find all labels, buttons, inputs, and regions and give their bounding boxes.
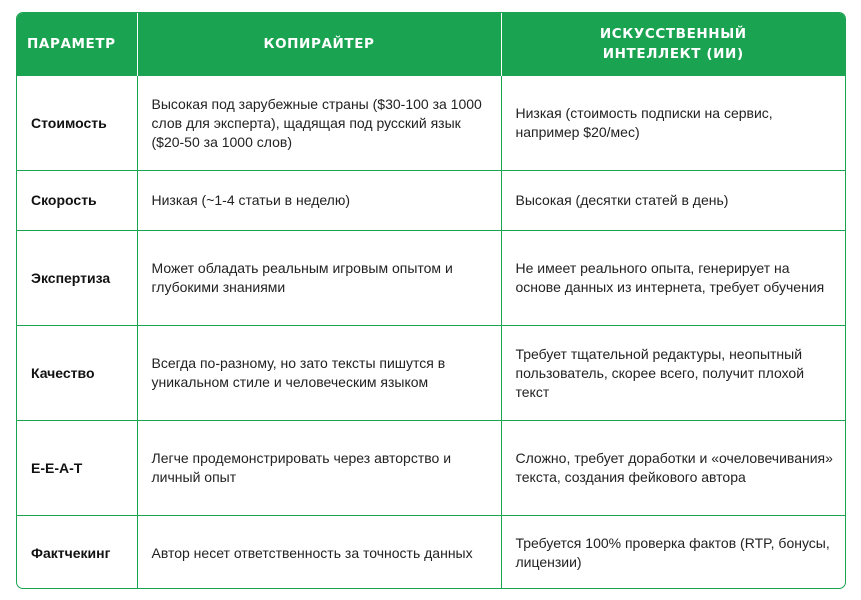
header-ai (501, 13, 845, 76)
header-row (17, 13, 845, 76)
row-ai: Высокая (десятки статей в день) (501, 171, 845, 231)
row-parameter: Скорость (17, 171, 137, 231)
header-ai-label: ИСКУССТВЕННЫЙ ИНТЕЛЛЕКТ (ИИ) (599, 26, 747, 62)
header-parameter: ПАРАМЕТР (17, 13, 137, 76)
row-copywriter: Высокая под зарубежные страны ($30-100 за 1000 слов для эксперта), щадящая под русский язык ($20-50 за 1000 слов) (137, 76, 501, 171)
row-ai: Требуется 100% проверка фактов (RTP, бонусы, лицензии) (501, 516, 845, 590)
row-ai: Низкая (стоимость подписки на сервис, например $20/мес) (501, 76, 845, 171)
table-row (17, 171, 845, 231)
row-parameter: Стоимость (17, 76, 137, 171)
table-row (17, 516, 845, 590)
header-copywriter: КОПИРАЙТЕР (137, 13, 501, 76)
row-copywriter: Может обладать реальным игровым опытом и глубокими знаниями (137, 231, 501, 326)
row-ai: Сложно, требует доработки и «очеловечивания» текста, создания фейкового автора (501, 421, 845, 516)
row-parameter: Фактчекинг (17, 516, 137, 590)
row-copywriter: Низкая (~1-4 статьи в неделю) (137, 171, 501, 231)
table-body (17, 76, 845, 590)
row-copywriter: Легче продемонстрировать через авторство и личный опыт (137, 421, 501, 516)
table-row (17, 231, 845, 326)
table-row (17, 326, 845, 421)
row-copywriter: Автор несет ответственность за точность данных (137, 516, 501, 590)
row-parameter: Качество (17, 326, 137, 421)
row-parameter: E-E-A-T (17, 421, 137, 516)
row-ai: Не имеет реального опыта, генерирует на основе данных из интернета, требует обучения (501, 231, 845, 326)
row-parameter: Экспертиза (17, 231, 137, 326)
comparison-table-container (16, 12, 846, 589)
row-ai: Требует тщательной редактуры, неопытный пользователь, скорее всего, получит плохой текст (501, 326, 845, 421)
row-copywriter: Всегда по-разному, но зато тексты пишутся в уникальном стиле и человеческим языком (137, 326, 501, 421)
table-row (17, 76, 845, 171)
table-header (17, 13, 845, 76)
table-row (17, 421, 845, 516)
comparison-table (17, 13, 845, 589)
